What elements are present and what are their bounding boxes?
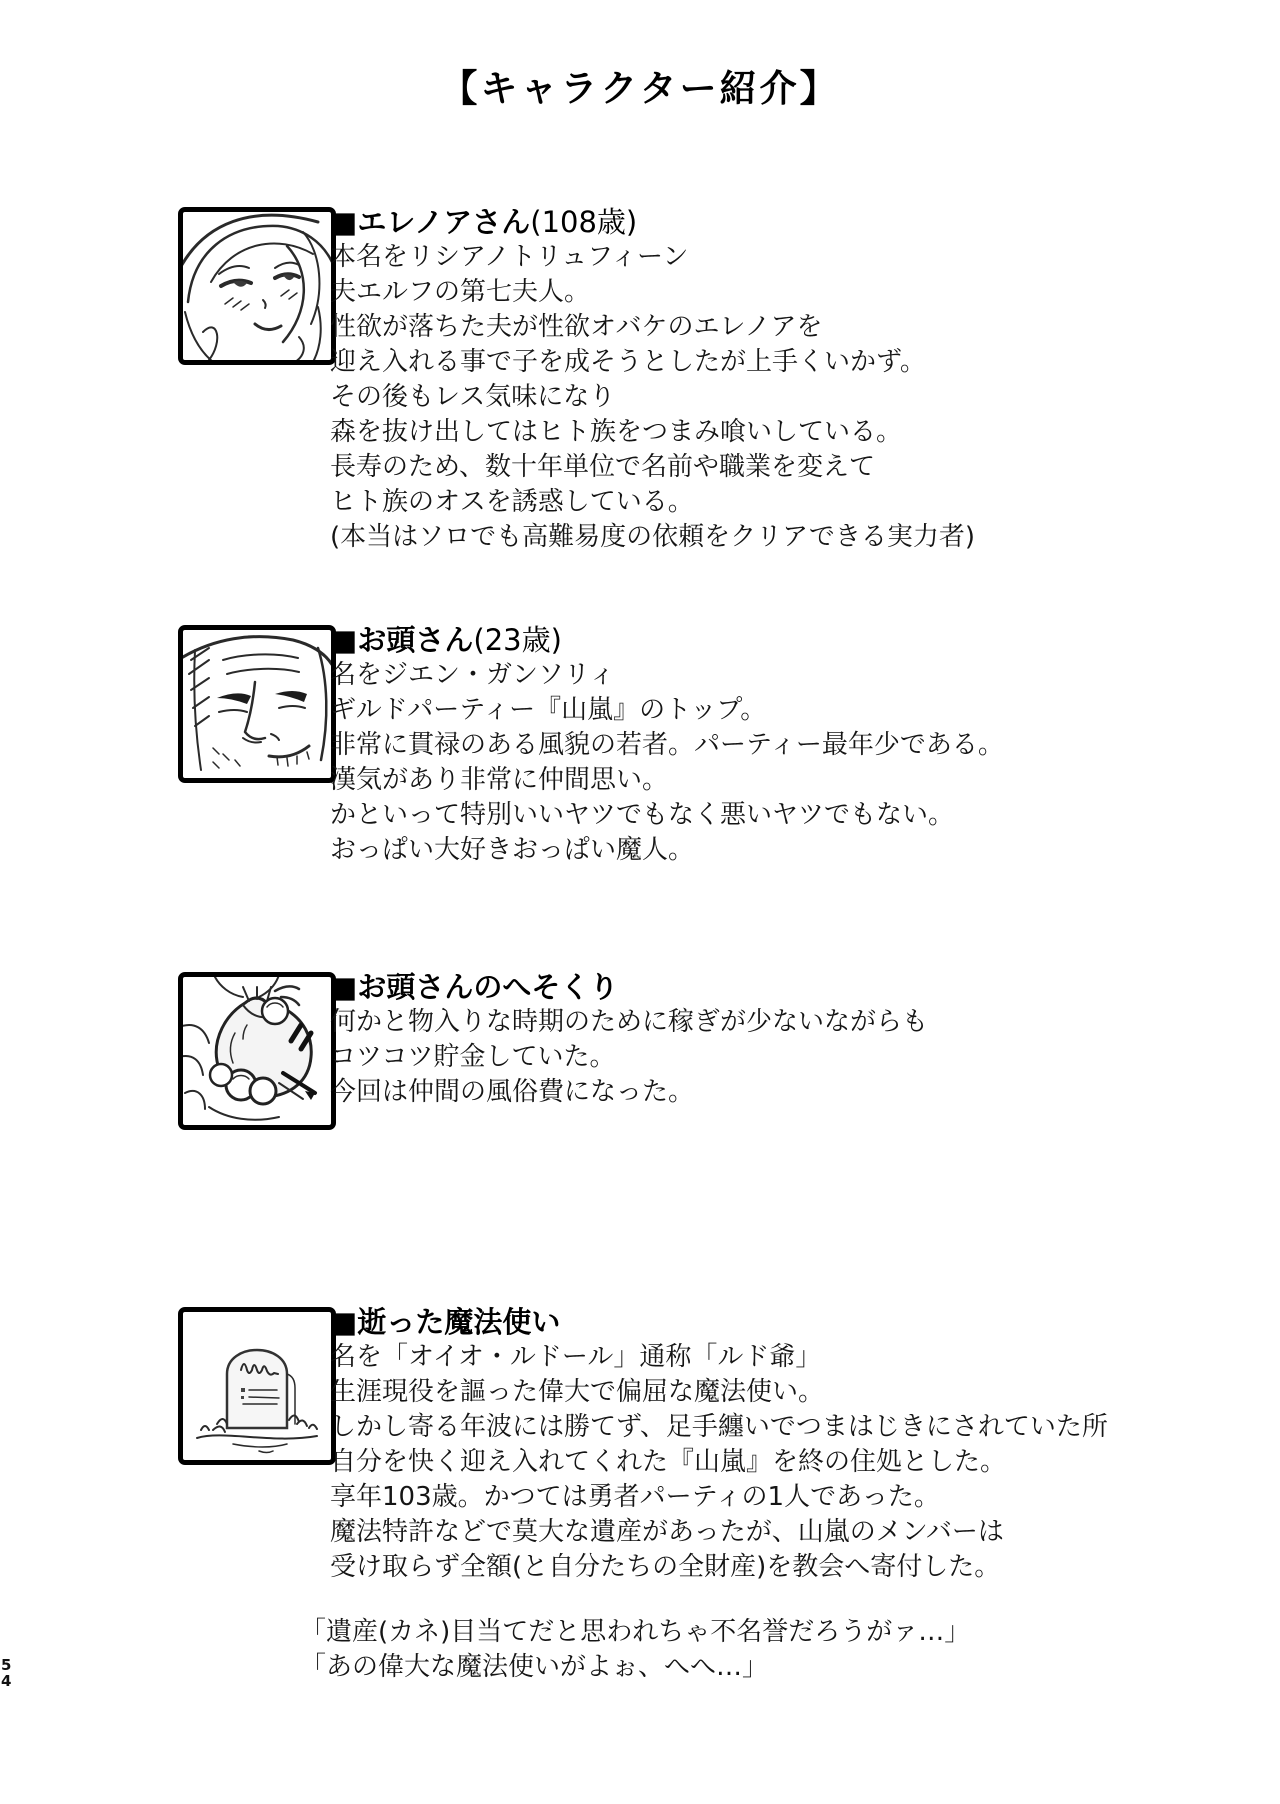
tombstone-image [178, 1307, 336, 1465]
text-line: 本名をリシアノトリュフィーン [330, 242, 689, 272]
okashira-face-sketch [183, 630, 331, 778]
quotes-block [300, 1615, 970, 1685]
moneybag-sketch [183, 977, 331, 1125]
section-title: ■逝った魔法使い [330, 1305, 561, 1339]
character-name: ■エレノアさん [330, 205, 531, 239]
okashira-portrait-image [178, 625, 336, 783]
section-header [330, 970, 1160, 1005]
text-line: 性欲が落ちた夫が性欲オバケのエレノアを [330, 312, 823, 342]
character-header [330, 205, 1160, 240]
page-title: 【キャラクター紹介】 [440, 66, 840, 110]
text-line: 森を抜け出してはヒト族をつまみ喰いしている。 [330, 417, 903, 447]
eleanor-portrait-image [178, 207, 336, 365]
character-header [330, 623, 1160, 658]
wizard-text-block [330, 1305, 1160, 1585]
text-line: 名をジエン・ガンソリィ [330, 660, 615, 690]
page-number-digit: 4 [1, 1672, 12, 1690]
section-title: ■お頭さんのへそくり [330, 970, 619, 1004]
tombstone-sketch [183, 1312, 331, 1460]
hesokuri-text-block [330, 970, 1160, 1110]
text-line: 享年103歳。かつては勇者パーティの1人であった。 [330, 1482, 940, 1512]
eleanor-text-block [330, 205, 1160, 555]
text-line: かといって特別いいヤツでもなく悪いヤツでもない。 [330, 800, 955, 830]
text-line: 今回は仲間の風俗費になった。 [330, 1077, 695, 1107]
text-line: 魔法特許などで莫大な遺産があったが、山嵐のメンバーは [330, 1517, 1004, 1547]
character-age: (108歳) [530, 205, 638, 239]
section-header [330, 1305, 1160, 1340]
text-line: 生涯現役を謳った偉大で偏屈な魔法使い。 [330, 1377, 825, 1407]
text-line: おっぱい大好きおっぱい魔人。 [330, 835, 695, 865]
moneybag-image [178, 972, 336, 1130]
text-line: 長寿のため、数十年単位で名前や職業を変えて [330, 452, 875, 482]
text-line: その後もレス気味になり [330, 382, 616, 412]
text-line: 何かと物入りな時期のために稼ぎが少ないながらも [330, 1007, 929, 1037]
text-line: 漢気があり非常に仲間思い。 [330, 765, 669, 795]
page-number-digit: 5 [1, 1656, 12, 1674]
text-line: 迎え入れる事で子を成そうとしたが上手くいかず。 [330, 347, 926, 377]
text-line: ギルドパーティー『山嵐』のトップ。 [330, 695, 767, 725]
text-line: 夫エルフの第七夫人。 [330, 277, 591, 307]
character-age: (23歳) [473, 623, 562, 657]
text-line: (本当はソロでも高難易度の依頼をクリアできる実力者) [330, 522, 976, 552]
okashira-text-block [330, 623, 1160, 868]
text-line: 非常に貫禄のある風貌の若者。パーティー最年少である。 [330, 730, 1004, 760]
text-line: しかし寄る年波には勝てず、足手纏いでつまはじきにされていた所 [330, 1412, 1108, 1442]
text-line: コツコツ貯金していた。 [330, 1042, 616, 1072]
text-line: ヒト族のオスを誘惑している。 [330, 487, 694, 517]
quote-line: 「遺産(カネ)目当てだと思われちゃ不名誉だろうがァ…」 [300, 1617, 971, 1647]
eleanor-face-sketch [183, 212, 331, 360]
text-line: 自分を快く迎え入れてくれた『山嵐』を終の住処とした。 [330, 1447, 1007, 1477]
text-line: 受け取らず全額(と自分たちの全財産)を教会へ寄付した。 [330, 1552, 1001, 1582]
character-name: ■お頭さん [330, 623, 474, 657]
quote-line: 「あの偉大な魔法使いがよぉ、へへ…」 [300, 1652, 769, 1682]
page-number [1, 1657, 11, 1689]
text-line: 名を「オイオ・ルドール」通称「ルド爺」 [330, 1342, 822, 1372]
